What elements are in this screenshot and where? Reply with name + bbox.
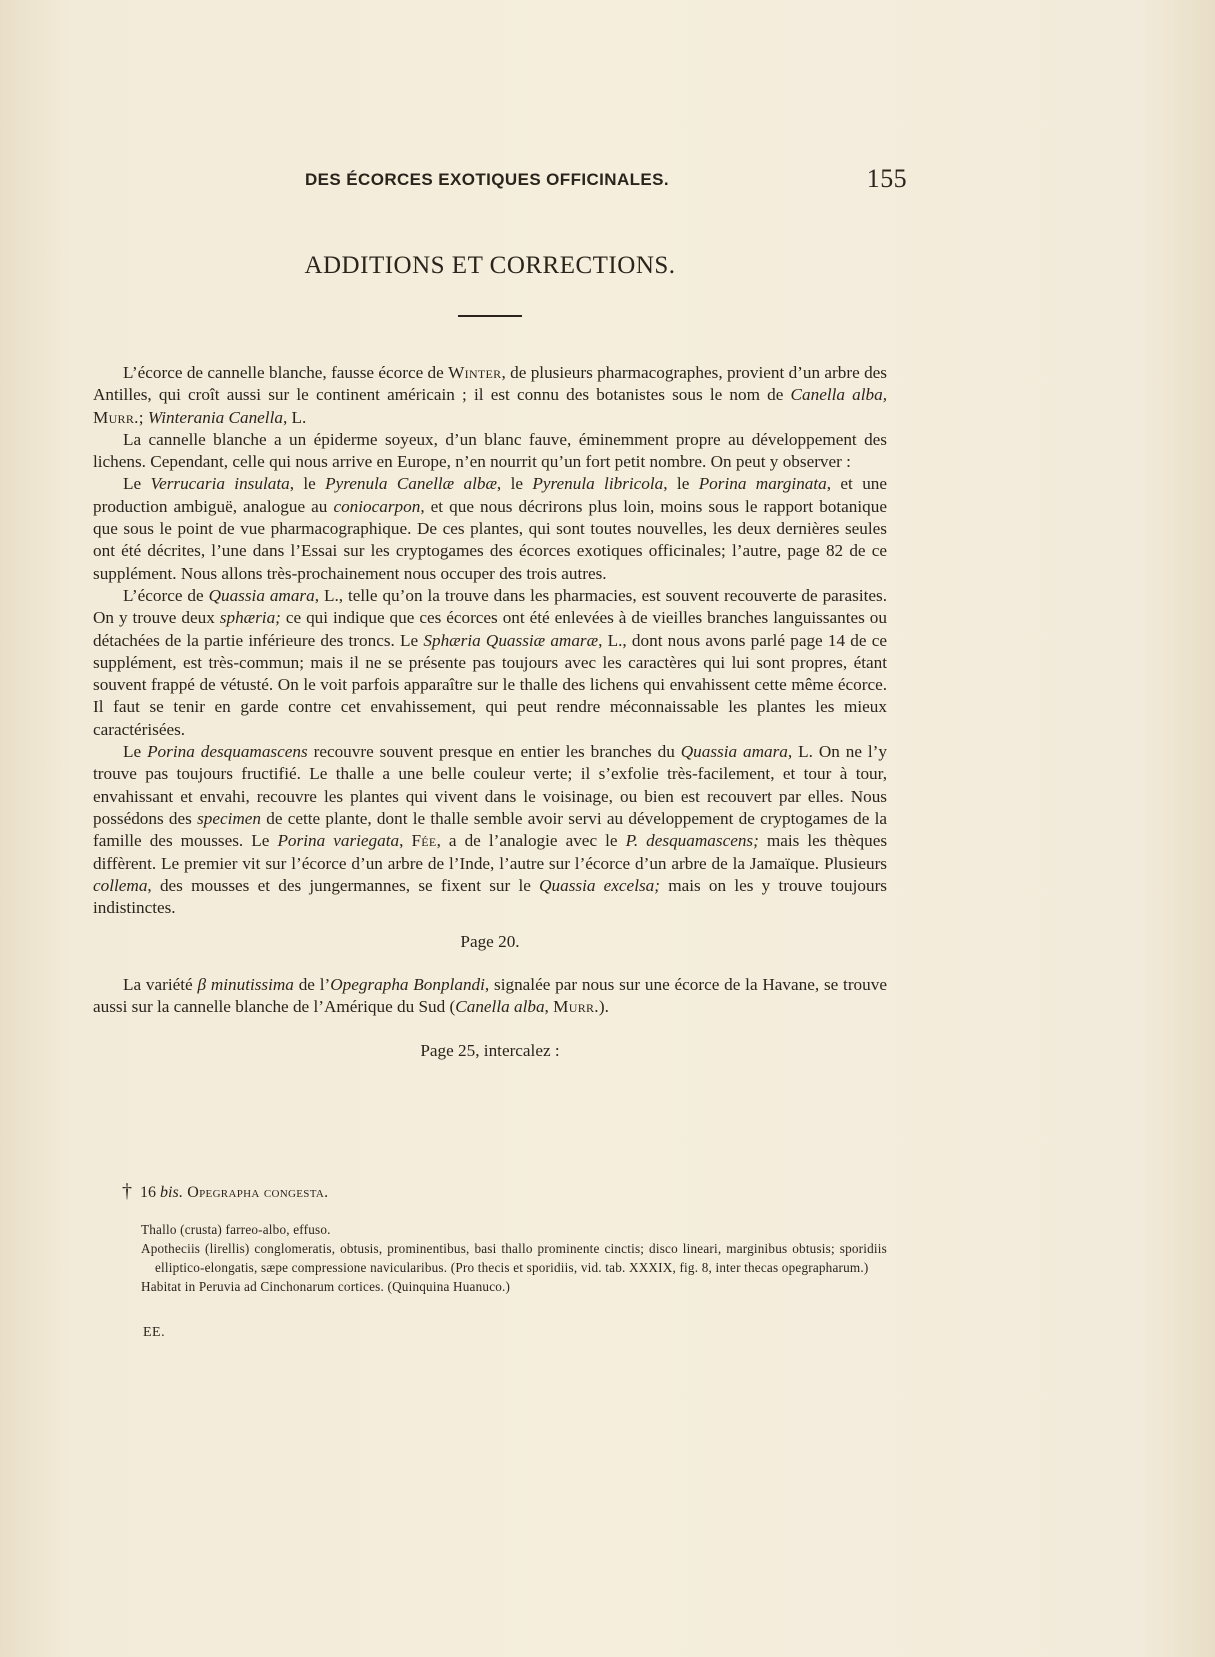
paragraph-lichens: La cannelle blanche a un épiderme soyeux, d’un blanc fauve, éminemment propre au développement des lichens. Cependant, celle qui nous arrive en Europe, n’en nourrit qu’un fort petit nombre. On peut y observer : — [93, 429, 887, 472]
diagnosis-thallus: Thallo (crusta) farreo-albo, effuso. — [141, 1222, 331, 1237]
diagnosis-apothecia: Apotheciis (lirellis) conglomeratis, obtusis, prominentibus, basi thallo prominente cinctis; disco lineari, marginibus obtusis; sporidiis elliptico-elongatis, sæpe compressione navicularibus. (Pro thecis et sporidiis, vid. tab. XXXIX, fig. 8, inter thecas opegrapharum.) — [141, 1241, 887, 1275]
section-title: ADDITIONS ET CORRECTIONS. — [304, 252, 676, 279]
author-signature: EE. — [143, 1325, 166, 1340]
running-header — [305, 166, 915, 192]
page-20-heading: Page 20. — [460, 932, 520, 952]
dagger-mark: † — [122, 1180, 132, 1202]
diagnosis-habitat: Habitat in Peruvia ad Cinchonarum cortices. (Quinquina Huanuco.) — [141, 1279, 511, 1294]
paragraph-opegrapha: La variété β minutissima de l’Opegrapha Bonplandi, signalée par nous sur une écorce de la Havane, se trouve aussi sur la cannelle blanche de l’Amérique du Sud (Canella alba, Murr.). — [93, 974, 887, 1017]
running-title: DES ÉCORCES EXOTIQUES OFFICINALES. — [305, 170, 670, 189]
page-number: 155 — [866, 164, 907, 193]
latin-diagnosis — [141, 1220, 887, 1296]
entry-number: 16 — [140, 1184, 160, 1201]
entry-bis: bis — [160, 1184, 179, 1201]
species-name: . Opegrapha congesta. — [178, 1184, 329, 1201]
paragraph-species-list: Le Verrucaria insulata, le Pyrenula Canellæ albæ, le Pyrenula libricola, le Porina marginata, et une production ambiguë, analogue au coniocarpon, et que nous décrirons plus loin, moins sous le rapport botanique que sous le point de vue pharmacographique. De ces plantes, qui sont toutes nouvelles, les deux dernières seules ont été décrites, l’une dans l’Essai sur les cryptogames des écorces exotiques officinales; l’autre, page 82 de ce supplément. Nous allons très-prochainement nous occuper des trois autres. — [93, 474, 888, 583]
paragraph-canella: L’écorce de cannelle blanche, fausse écorce de Winter, de plusieurs pharmacographes, provient d’un arbre des Antilles, qui croît aussi sur le continent américain ; il est connu des botanistes sous le nom de Canella alba, Murr.; Winterania Canella, L. — [93, 363, 887, 427]
title-rule — [458, 315, 522, 317]
paragraph-porina: Le Porina desquamascens recouvre souvent presque en entier les branches du Quassia amara, L. On ne l’y trouve pas toujours fructifié. Le thalle a une belle couleur verte; il s’exfolie très-facilement, et tour à tour, envahissant et envahi, recouvre les plantes qui vivent dans le voisinage, ou bien est recouvert par elles. Nous possédons des specimen de cette plante, dont le thalle semble avoir servi au développement de cryptogames de la famille des mousses. Le Porina variegata, Fée, a de l’analogie avec le P. desquamascens; mais les thèques diffèrent. Le premier vit sur l’écorce d’un arbre de l’Inde, l’autre sur l’écorce d’un arbre de la Jamaïque. Plusieurs collema, des mousses et des jungermannes, se fixent sur le Quassia excelsa; mais on les y trouve toujours indistinctes. — [93, 742, 888, 918]
body-text — [93, 362, 887, 1063]
species-entry — [122, 1180, 328, 1203]
page-25-heading: Page 25, intercalez : — [420, 1041, 560, 1061]
paragraph-quassia: L’écorce de Quassia amara, L., telle qu’on la trouve dans les pharmacies, est souvent recouverte de parasites. On y trouve deux sphæria; ce qui indique que ces écorces ont été enlevées à de vieilles branches languissantes ou détachées de la partie inférieure des troncs. Le Sphæria Quassiæ amaræ, L., dont nous avons parlé page 14 de ce supplément, est très-commun; mais il ne se présente pas toujours avec les caractères qui lui sont propres, étant souvent frappé de vétusté. On le voit parfois apparaître sur le thalle des lichens qui envahissent cette même écorce. Il faut se tenir en garde contre cet envahissement, qui peut rendre méconnaissable les plantes les mieux caractérisées. — [93, 585, 888, 739]
